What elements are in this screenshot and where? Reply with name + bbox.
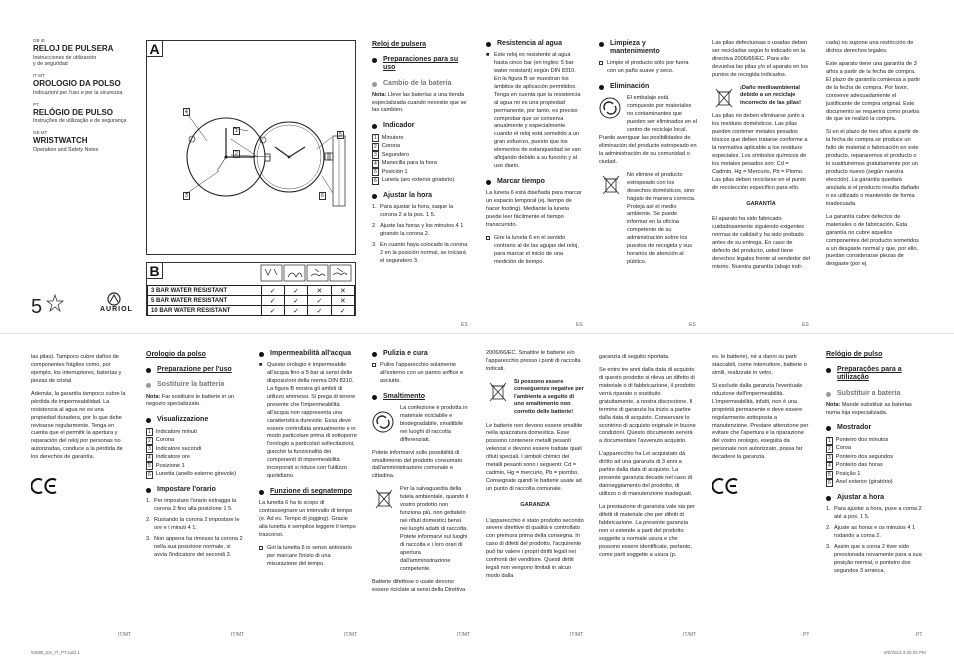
section-heading: Preparaciones para su uso	[372, 56, 468, 72]
paragraph: Giri la lunetta 6 in senso antiorario per marcare l'inizio di una misurazione del tempo.	[267, 544, 352, 567]
legend-list	[372, 134, 468, 185]
language-codes: GB IE	[33, 38, 46, 43]
paragraph: Potete informarvi sulle possibilità di smaltimento del prodotto consumato dall'amministrazione comunale e cittadina.	[372, 449, 463, 480]
legend-text: Manecilla para la hora	[381, 160, 437, 167]
es-column-3	[599, 40, 697, 272]
legend-text: Posizione 1	[155, 462, 185, 469]
warning-text: Si possono essere conseguenze negative per l'ambiente a seguito di uno smaltimento non corretto delle batterie!	[514, 378, 584, 415]
legend-text: Corona	[381, 143, 401, 150]
table-cell: ✕	[331, 286, 354, 296]
paragraph: Puede averiguar las posibilidades de eliminación del producto estropeado en la administración de su comunidad o ciudad.	[599, 135, 697, 165]
figure-a	[146, 40, 356, 255]
legend-number: 5	[374, 169, 377, 176]
paragraph: Limpie el producto sólo por fuera con un paño suave y seco.	[607, 60, 689, 75]
paragraph: Batterie difettose o usate devono essere riciclate ai sensi della Direttiva	[372, 578, 466, 593]
water-rating-label: 5 BAR WATER RESISTANT	[148, 296, 262, 306]
section-heading: GARANZIA	[520, 501, 550, 508]
recycle-block	[372, 405, 470, 445]
table-cell: ✓	[284, 306, 307, 316]
divider	[0, 333, 954, 334]
legend-number: 5	[148, 463, 151, 470]
step-text: Ajuste las horas y los minutos 4 1 girando la corona 2.	[380, 222, 464, 237]
list-item	[146, 471, 244, 479]
section-heading: Pulizia e cura	[372, 350, 470, 358]
section-heading: GARANTÍA	[746, 200, 776, 207]
section-heading: Indicador	[372, 122, 468, 130]
paragraph: las pilas). Tampoco cubre daños de componentes frágiles como, por ejemplo, los interruptores, baterías y piezas de cristal.	[31, 354, 122, 384]
section-heading: Eliminación	[599, 83, 697, 91]
product-subtitle: Instrucciones de utilización	[33, 54, 97, 61]
water-activity-icons	[147, 263, 357, 285]
footer-code: ES	[461, 322, 468, 328]
step-text: Ruotando la corona 2 impostare le ore e i minuti 4 1.	[154, 516, 240, 531]
table-cell: ✓	[308, 306, 331, 316]
it-column-2	[146, 350, 244, 563]
recycle-block	[599, 95, 697, 135]
recycle-icon	[372, 411, 394, 433]
legend-text: Luneta (aro exterior giratorio)	[381, 177, 455, 184]
list-item	[146, 462, 244, 470]
list-item: 3. En cuanto haya colocado la corona 2 en la posición normal, se iniciará el segundero 3.	[372, 241, 468, 264]
list-item: 3. Assim que a coroa 2 tiver sido pressionada novamente para a sua posição normal, o ponteiro dos segundos 3 arranca.	[826, 543, 922, 574]
table-cell: ✓	[331, 306, 354, 316]
it-column-5	[486, 350, 584, 586]
list-item	[372, 160, 468, 168]
warning-block	[486, 379, 584, 417]
product-name: RELOJ DE PULSERA	[33, 44, 114, 54]
crossed-bin-icon	[601, 174, 621, 198]
legend-number: 2	[374, 143, 377, 150]
list-item	[146, 454, 244, 462]
table-row	[148, 306, 355, 316]
es-column-1	[372, 40, 468, 269]
note-text: Lleve las baterías a una tienda especializada cuando necesite que se las cambien.	[372, 91, 467, 114]
step-text: Para ajustar la hora, saque la corona 2 a la pos. 1 5.	[380, 203, 454, 218]
warning-text: ¡Daño medioambiental debido a un reciclaje incorrecto de las pilas!	[740, 84, 801, 106]
es-column-4	[712, 40, 810, 277]
section-heading: Funzione di segnatempo	[259, 488, 357, 496]
section-heading: Cambio de la batería	[372, 80, 468, 88]
file-timestamp: 9/2/2013 3:20:25 PM	[884, 650, 926, 655]
legend-list	[146, 428, 244, 479]
legend-number: 4	[148, 454, 151, 461]
product-name: WRISTWATCH	[33, 136, 88, 146]
legend-number: 2	[148, 437, 151, 444]
pt-column-1	[826, 350, 924, 579]
list-item	[486, 235, 584, 267]
auriol-logo-icon	[106, 292, 122, 306]
legend-number: 3	[374, 152, 377, 159]
paragraph: garanzia di seguito riportata.	[599, 354, 670, 360]
paragraph: L'apparecchio è stato prodotto secondo severe direttive di qualità e controllato con premura prima della consegna. In caso di difetti del prodotto, l'acquirente può far valere i propri diritti legali nei confronti del venditore. Questi diritti legali non vengono limitati in alcun modo dalla	[486, 517, 584, 580]
paragraph: cada) no supone una restricción de dichos derechos legales.	[826, 40, 914, 54]
list-item	[372, 177, 468, 185]
legend-text: Indicatore minuti	[155, 428, 197, 435]
product-subtitle: Indicazioni per l'uso e per la sicurezza	[33, 89, 123, 96]
list-item	[259, 545, 357, 569]
language-codes: PT	[33, 101, 39, 107]
paragraph: 2006/66/EC. Smaltire le batterie e/o l'apparecchio presso i punti di raccolta indicati.	[486, 350, 581, 372]
section-heading: Visualizzazione	[146, 416, 244, 424]
paragraph: Pulire l'apparecchio solamente all'esterno con un panno soffice e asciutto.	[380, 362, 464, 384]
legend-number: 4	[374, 160, 377, 167]
footer-code: ES	[689, 322, 696, 328]
legend-number: 3	[828, 454, 831, 461]
legend-number: 1	[374, 135, 377, 142]
language-codes: GB MT	[33, 130, 48, 136]
note-paragraph	[826, 402, 924, 418]
paragraph: Per la salvaguardia della tutela ambientale, quando il vostro prodotto non funziona più, non gettatelo nei rifiuti domestici bensì nei luoghi adatti di raccolta. Potete informarvi sui luoghi di raccolta e i loro orari di apertura dall'amministrazione competente.	[400, 486, 469, 572]
list-item	[372, 168, 468, 176]
list-item: ■ Este reloj es resistente al agua hasta cinco bar (en inglés: 5 bar water resistant) según DIN 8310. En la figura B se muestran los ámbitos de aplicación permitidos. Tenga en cuenta que la resistencia al agua no es una propiedad permanente, por tanto, es preciso comprobar que se conserva anualmente y especialmente cuando el reloj está sometido a un gran esfuerzo, puesto que los elementos de estanqueidad se van aflojando debido a su función y al uso diario.	[486, 52, 581, 170]
list-item	[146, 437, 244, 445]
product-name: RELÓGIO DE PULSO	[33, 107, 114, 117]
step-text: En cuanto haya colocado la corona 2 en la posición normal, se iniciará el segundero 3.	[380, 241, 468, 264]
list-item	[146, 445, 244, 453]
legend-list	[826, 437, 924, 488]
product-subtitle: Instruções de utilização e de segurança	[33, 118, 127, 125]
paragraph: La garantía cubre defectos de materiales o de fabricación. Esta garantía no cubre aquellos componentes del producto sometidos a un desgaste normal y que, por ello, puedan considerarse piezas de desgaste (por ej.	[826, 213, 919, 268]
legend-text: Ponteiro dos segundos	[835, 453, 894, 460]
list-item: 1. Para ajustar a hora, puxe a coroa 2 até a pos. 1 5.	[826, 506, 922, 520]
section-heading: Impermeabilità all'acqua	[259, 350, 357, 358]
note-paragraph	[372, 92, 468, 116]
footer-code: PT	[803, 632, 810, 638]
paragraph: La lunetta 6 ha lo scopo di contrassegnare un intervallo di tempo (e. Ad es. Tempo di jogging). Grazie alla lunetta è semplice leggere il tempo trascorso.	[259, 500, 356, 538]
watch-illustration	[147, 41, 357, 256]
paragraph: Este aparato tiene una garantía de 3 años a partir de la fecha de compra. El plazo de garantía comienza a partir de la fecha de compra. Por favor, conserve adecuadamente el justificante de compra original. Este documento se requerirá como prueba de que se realizó la compra.	[826, 60, 921, 123]
paragraph: No elimine el producto estropeado con los desechos domésticos, sino hágalo de manera correcta. Proteja así el medio ambiente. Se puede informar en la oficina competente de su administración sobre los puestos de recogida y sus horarios de atención al público.	[627, 171, 696, 266]
legend-number: 6	[148, 471, 151, 478]
footer-code: IT/MT	[570, 632, 584, 638]
section-heading: Sostituire la batteria	[146, 381, 244, 389]
legend-text: Segundero	[381, 151, 410, 158]
es-column-2	[486, 40, 584, 270]
ce-mark-icon	[31, 477, 59, 495]
list-item	[599, 60, 697, 76]
paragraph: Las pilas no deben eliminarse junto a los residuos domésticos. Las pilas pueden contener metales pesados tóxicos que deben tratarse conforme a la normativa aplicable a los residuos especiales. Los símbolos químicos de los metales pesados son: Cd = Cadmio, Hg = Mercurio, Pb = Plomo. Las pilas deben reciclarse en el punto de recolección específico para ello.	[712, 113, 808, 191]
section-heading: Smaltimento	[372, 393, 470, 401]
footer-code: IT/MT	[118, 632, 132, 638]
paragraph: Las pilas defectuosas o usadas deben ser recicladas según lo indicado en la directiva 2006/66/EC. Para ello devuelva las pilas y/o el aparato en los puntos de recogida indicados.	[712, 40, 809, 78]
table-cell: ✓	[261, 306, 284, 316]
section-heading: Preparazione per l'uso	[146, 366, 244, 374]
callout-1: 1	[235, 128, 238, 134]
footer-code: ES	[802, 322, 809, 328]
page-number: 5	[31, 296, 43, 318]
callout-2: 2	[235, 151, 238, 157]
list-item	[826, 462, 924, 470]
table-cell: ✕	[308, 286, 331, 296]
list-item: 3. Non appena ha rimesso la corona 2 nella sua posizione normale, si avvia l'indicatore dei secondi 3.	[146, 535, 243, 558]
footer-code: IT/MT	[683, 632, 697, 638]
crossed-bin-icon	[488, 381, 508, 405]
list-item	[826, 454, 924, 462]
product-subtitle: y de seguridad	[33, 61, 68, 68]
ce-mark-icon	[712, 477, 740, 495]
paragraph: El aparato ha sido fabricado cuidadosamente siguiendo exigentes normas de calidad y ha sido probado antes de su entrega. En caso de defecto del producto, usted tiene derechos legales frente al vendedor del mismo. Nuestra garantía (abajo indi-	[712, 216, 810, 270]
callout-3: 3	[185, 193, 188, 199]
legend-number: 2	[828, 446, 831, 452]
section-title: Relógio de pulso	[826, 351, 883, 358]
legend-text: Minutero	[381, 134, 404, 141]
paragraph: Le batterie non devono essere smaltite nella spazzatura domestica. Esse possono contenere metalli pesanti velenosi e devono essere trattate quali rifiuti speciali. I simboli chimici dei metalli pesanti sono i seguenti: Cd = cadmio, Hg = mercurio, Pb = piombo. Consegnate quindi le batterie usate ad un punto di raccolta comunale.	[486, 422, 583, 493]
it-column-3	[259, 350, 357, 572]
section-heading: Impostare l'orario	[146, 486, 244, 494]
callout-6: 6	[321, 193, 324, 199]
note-label: Nota:	[826, 401, 841, 408]
table-cell: ✓	[284, 286, 307, 296]
paragraph: Se entro tre anni dalla data di acquisto di questo prodotto si rileva un difetto di materiale o di fabbricazione, il prodotto verrà riparato o sostituito gratuitamente, a nostra discrezione. Il termine di garanzia ha inizio a partire dalla data di acquisto. Conservare lo scontrino di acquisto originale in buone condizioni. Questo documento servirà a documentare l'avvenuto acquisto.	[599, 366, 696, 445]
legend-number: 3	[148, 446, 151, 453]
note-label: Nota:	[146, 393, 161, 400]
legend-text: Posición 1	[381, 168, 408, 175]
footer-code: IT/MT	[231, 632, 245, 638]
list-item: 1. Per impostare l'orario estragga la corona 2 fino alla posizione 1 5.	[146, 498, 237, 512]
brand-name: AURIOL	[100, 306, 133, 313]
water-rating-label: 3 BAR WATER RESISTANT	[148, 286, 262, 296]
step-text: Assim que a coroa 2 tiver sido pressionada novamente para a sua posição normal, o ponteiro dos segundos 3 arranca.	[834, 543, 922, 574]
paragraph: La luneta 6 está diseñada para marcar un espacio temporal (ej. tiempo de hacer footing). Mediante la luneta puede leer fácilmente el tiempo transcurrido.	[486, 190, 582, 228]
table-cell: ✓	[261, 296, 284, 306]
legend-text: Lunetta (anello esterno girevole)	[155, 471, 237, 478]
es-column-5	[826, 40, 922, 274]
paragraph: L'apparecchio ha Lei acquistato dà diritto ad una garanzia di 3 anni a partire dalla data di acquisto. La presente garanzia decade nel caso di danneggiamento del prodotto, di utilizzo o di manutenzione inadeguati.	[599, 451, 693, 497]
step-text: Non appena ha rimesso la corona 2 nella sua posizione normale, si avvia l'indicatore dei secondi 3.	[154, 535, 243, 558]
list-item	[146, 428, 244, 436]
weee-block	[372, 486, 470, 573]
it-column-7	[712, 354, 810, 498]
sparkle-icon	[46, 294, 64, 312]
footer-code: ES	[576, 322, 583, 328]
crossed-bin-icon	[374, 488, 394, 512]
legend-text: Coroa	[835, 445, 852, 452]
table-cell: ✓	[284, 296, 307, 306]
list-item	[826, 479, 924, 487]
section-title: Orologio da polso	[146, 351, 206, 358]
note-text: Far sostituire le batterie in un negozio specializzato.	[146, 393, 234, 408]
paragraph: La prestazione di garanzia vale sia per difetti di materiale che per difetti di fabbricazione. La presente garanzia non si estende a parti del prodotto soggette a normale usura e che possono essere identificate, pertanto, come parti soggette a usura (p.	[599, 503, 695, 558]
product-subtitle: Operation and Safety Notes	[33, 146, 99, 153]
water-resistance-table	[147, 285, 355, 316]
footer-code: IT/MT	[457, 632, 471, 638]
footer-code: PT	[916, 632, 923, 638]
paragraph: Este reloj es resistente al agua hasta cinco bar (en inglés: 5 bar water resistant) según DIN 8310. En la figura B se muestran los ámbitos de aplicación permitidos. Tenga en cuenta que la resistencia al agua no es una propiedad permanente, por tanto, es preciso comprobar que se conserva anualmente y especialmente cuando el reloj está sometido a un gran esfuerzo, puesto que los elementos de estanqueidad se van aflojando debido a su función y al uso diario.	[494, 52, 581, 170]
list-item	[372, 362, 470, 386]
legend-text: Corona	[155, 437, 175, 444]
callout-5: 5	[339, 132, 342, 138]
warning-block	[712, 85, 810, 108]
legend-text: Ponteiro das horas	[835, 462, 883, 469]
section-heading: Marcar tiempo	[486, 178, 584, 186]
section-heading: Ajustar a hora	[826, 494, 924, 502]
list-item	[826, 471, 924, 479]
legend-number: 6	[374, 177, 377, 184]
legend-number: 1	[828, 437, 831, 444]
list-item: 1. Para ajustar la hora, saque la corona 2 a la pos. 1 5.	[372, 203, 454, 218]
legend-text: Indicatore ore	[155, 454, 190, 461]
legend-text: Indicatore secondi	[155, 445, 202, 452]
paragraph: Questo orologio è impermeabile all'acqua fino a 5 bar ai sensi delle disposizioni della norma DIN 8310. La figura B mostra gli ambiti di utilizzo ammessi. Si prega di tenere presente che l'impermeabilità all'acqua non rappresenta una caratteristica durevole. Essa deve essere controllata annualmente e in modo particolare prima di sottoporre l'orologio a particolari sollecitazioni, giacché la funzionalità dei componenti di impermeabilità incorporati si riduce con l'utilizzo quotidiano.	[267, 362, 357, 480]
step-text: Per impostare l'orario estragga la corona 2 fino alla posizione 1 5.	[154, 498, 237, 512]
it-column-1	[31, 354, 129, 498]
product-name: OROLOGIO DA POLSO	[33, 79, 121, 89]
list-item	[826, 445, 924, 453]
section-heading: Preparações para a utilização	[826, 366, 924, 382]
legend-text: Anel exterior (giratório)	[835, 479, 893, 486]
callout-4: 4	[185, 109, 188, 115]
figure-b-label: B	[147, 263, 163, 279]
table-row	[148, 296, 355, 306]
legend-number: 5	[828, 471, 831, 478]
section-heading: Mostrador	[826, 424, 924, 432]
list-item	[372, 134, 468, 142]
section-heading: Limpieza y mantenimiento	[599, 40, 697, 56]
legend-number: 4	[828, 463, 831, 469]
section-heading: Substituir a bateria	[826, 390, 924, 398]
footer-code: IT/MT	[344, 632, 358, 638]
list-item: 2. Ajuste las horas y los minutos 4 1 girando la corona 2.	[372, 222, 464, 237]
note-label: Nota:	[372, 91, 387, 98]
water-rating-label: 10 BAR WATER RESISTANT	[148, 306, 262, 316]
paragraph: La confezione è prodotta in materiale riciclabile e biodegradabile, smaltibile nei luoghi di raccolta differenziati.	[400, 404, 468, 443]
legend-number: 1	[148, 429, 151, 436]
paragraph: Además, la garantía tampoco cubre la pérdida de impermeabilidad. La resistencia al agua no es una propiedad duradera, por lo que debe revisarse regularmente. Tenga en cuenta que el permitir la apertura y reparación del reloj por personas no autorizadas, conduce a la pérdida de los derechos de garantía.	[31, 390, 126, 461]
table-cell: ✓	[308, 296, 331, 306]
paragraph: es. le batterie), né a danni su parti staccabili, come interruttore, batterie o simili, realizzate in vetro.	[712, 354, 807, 376]
figure-b	[146, 262, 356, 316]
paragraph: Si esclude dalla garanzia l'eventuale riduzione dell'impermeabilità. L'impermeabilità, infatti, non è una proprietà permanente e deve essere regolarmente sottoposta a manutenzione. Prestare attenzione per evitare che l'apertura e la riparazione del vostro orologio, eseguita da personale non autorizzato, possa far decadere la garanzia.	[712, 382, 809, 461]
section-heading: Resistencia al agua	[486, 40, 584, 48]
it-column-4	[372, 350, 470, 600]
section-title: Reloj de pulsera	[372, 41, 427, 48]
table-cell: ✕	[331, 296, 354, 306]
paragraph: Si en el plazo de tres años a partir de la fecha de compra se produce un fallo de material o fabricación en este producto, repararemos el producto o lo sustituiremos gratuitamente por un producto nuevo (según nuestra elección). La garantía quedará anulada si el producto resulta dañado o es utilizado o mantenido de forma inadecuada.	[826, 129, 920, 207]
weee-block	[599, 172, 697, 267]
list-item	[372, 151, 468, 159]
legend-text: Posição 1	[835, 470, 861, 477]
note-paragraph	[146, 394, 244, 410]
list-item	[372, 143, 468, 151]
paragraph: Gire la luneta 6 en el sentido contrario al de las agujas del reloj, para marcar el inicio de una medición de tiempo.	[494, 234, 579, 265]
figure-a-label: A	[147, 41, 163, 57]
legend-text: Ponteiro dos minutos	[835, 436, 889, 443]
recycle-icon	[599, 97, 621, 119]
list-item	[826, 437, 924, 445]
file-name: 93085_ES_IT_PT.indd 1	[31, 650, 80, 655]
paragraph: El embalaje está compuesto por materiales no contaminantes que pueden ser eliminados en el centro de reciclaje local.	[627, 95, 697, 133]
it-column-6	[599, 354, 697, 565]
step-text: Ajuste as horas e os minutos 4 1 rodando a coroa 2.	[834, 524, 916, 539]
section-heading: Ajustar la hora	[372, 192, 468, 200]
crossed-bin-icon	[714, 87, 734, 111]
note-text: Mande substituir as baterias numa loja especializada.	[826, 401, 912, 416]
list-item: 2. Ajuste as horas e os minutos 4 1 rodando a coroa 2.	[826, 524, 916, 539]
list-item: ■ Questo orologio è impermeabile all'acqua fino a 5 bar ai sensi delle disposizioni della norma DIN 8310. La figura B mostra gli ambiti di utilizzo ammessi. Si prega di tenere presente che l'impermeabilità all'acqua non rappresenta una caratteristica durevole. Essa deve essere controllata annualmente e in modo particolare prima di sottoporre l'orologio a particolari sollecitazioni, giacché la funzionalità dei componenti di impermeabilità incorporati si riduce con l'utilizzo quotidiano.	[259, 362, 357, 480]
legend-number: 6	[828, 480, 831, 486]
language-codes: IT MT	[33, 73, 45, 79]
table-cell: ✓	[261, 286, 284, 296]
list-item: 2. Ruotando la corona 2 impostare le ore e i minuti 4 1.	[146, 516, 240, 531]
step-text: Para ajustar a hora, puxe a coroa 2 até a pos. 1 5.	[834, 506, 922, 520]
table-row	[148, 286, 355, 296]
